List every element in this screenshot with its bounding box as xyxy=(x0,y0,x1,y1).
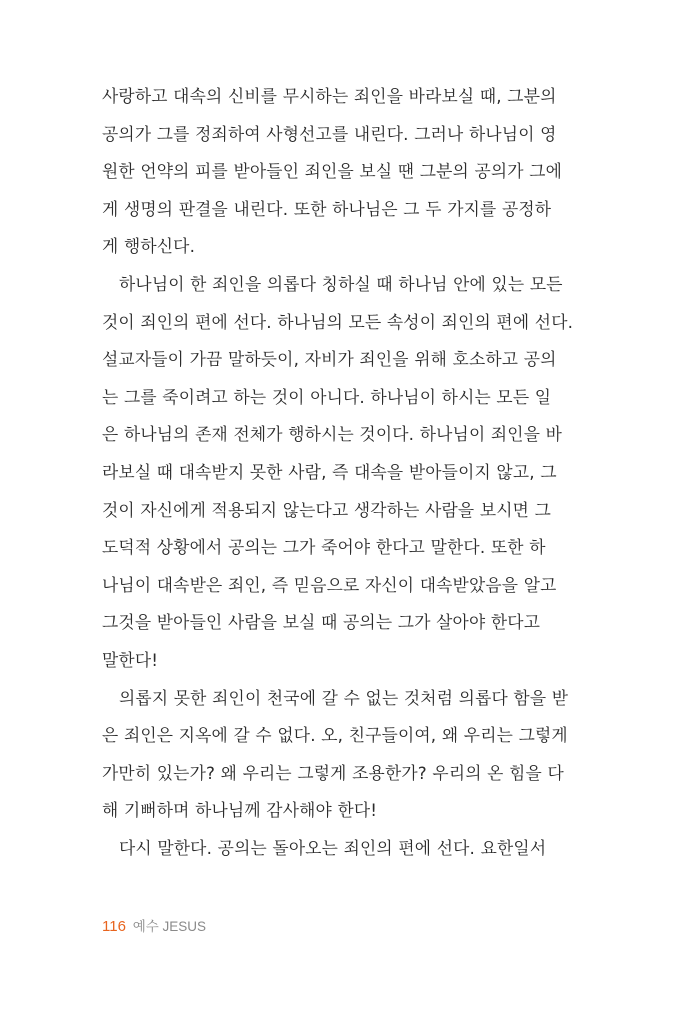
text-line: 사랑하고 대속의 신비를 무시하는 죄인을 바라보실 때, 그분의 xyxy=(102,86,557,106)
text-line: 가만히 있는가? 왜 우리는 그렇게 조용한가? 우리의 온 힘을 다 xyxy=(102,762,564,783)
book-title: 예수 JESUS xyxy=(132,919,207,934)
text-line: 도덕적 상황에서 공의는 그가 죽어야 한다고 말한다. 또한 하 xyxy=(102,537,546,558)
text-line: 나님이 대속받은 죄인, 즉 믿음으로 자신이 대속받았음을 알고 xyxy=(102,574,557,595)
text-line: 는 그를 죽이려고 하는 것이 아니다. 하나님이 하시는 모든 일 xyxy=(102,386,552,407)
page-number: 116 xyxy=(102,918,126,935)
paragraph-start-line: 의롭지 못한 죄인이 천국에 갈 수 없는 것처럼 의롭다 함을 받 xyxy=(119,687,569,708)
text-line: 라보실 때 대속받지 못한 사람, 즉 대속을 받아들이지 않고, 그 xyxy=(102,461,557,482)
text-line: 것이 자신에게 적용되지 않는다고 생각하는 사람을 보시면 그 xyxy=(102,499,552,520)
text-line: 공의가 그를 정죄하여 사형선고를 내린다. 그러나 하나님이 영 xyxy=(102,123,557,144)
text-line: 원한 언약의 피를 받아들인 죄인을 보실 땐 그분의 공의가 그에 xyxy=(102,161,563,182)
text-line: 은 죄인은 지옥에 갈 수 없다. 오, 친구들이여, 왜 우리는 그렇게 xyxy=(102,725,568,746)
text-line: 은 하나님의 존재 전체가 행하시는 것이다. 하나님이 죄인을 바 xyxy=(102,424,563,445)
text-line: 것이 죄인의 편에 선다. 하나님의 모든 속성이 죄인의 편에 선다. xyxy=(102,311,574,332)
page-footer xyxy=(102,918,206,936)
text-line: 설교자들이 가끔 말하듯이, 자비가 죄인을 위해 호소하고 공의 xyxy=(102,349,557,370)
text-line: 게 생명의 판결을 내린다. 또한 하나님은 그 두 가지를 공정하 xyxy=(102,198,552,219)
text-line: 게 행하신다. xyxy=(102,236,196,257)
text-line: 말한다! xyxy=(102,649,159,670)
text-line: 그것을 받아들인 사람을 보실 때 공의는 그가 살아야 한다고 xyxy=(102,612,541,633)
paragraph-start-line: 하나님이 한 죄인을 의롭다 칭하실 때 하나님 안에 있는 모든 xyxy=(119,273,563,294)
text-line: 해 기뻐하며 하나님께 감사해야 한다! xyxy=(102,800,378,821)
paragraph-start-line: 다시 말한다. 공의는 돌아오는 죄인의 편에 선다. 요한일서 xyxy=(119,837,547,858)
body-text xyxy=(102,78,584,867)
